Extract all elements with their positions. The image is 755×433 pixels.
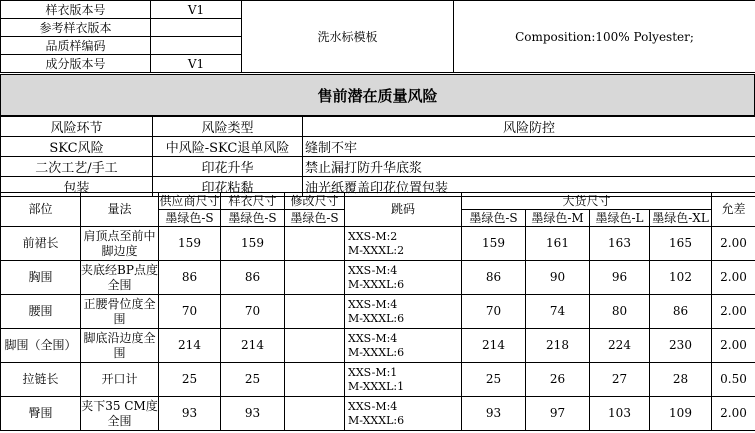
grading-cell	[345, 227, 462, 261]
header-tolerance: 允差	[712, 193, 755, 227]
risk-table	[0, 116, 755, 197]
measure-row	[1, 227, 755, 261]
grading-line-1: XXS-M:4	[348, 331, 398, 345]
bulk-size-m-cell: 90	[526, 261, 590, 295]
subheader-color-size: 墨绿色-S	[159, 210, 221, 227]
grading-cell	[345, 295, 462, 329]
subheader-color-size: 墨绿色-S	[462, 210, 526, 227]
bulk-size-xl-cell: 86	[650, 295, 712, 329]
supplier-size-cell: 25	[159, 363, 221, 397]
tolerance-cell: 2.00	[712, 295, 755, 329]
version-value: V1	[151, 1, 242, 19]
version-value	[151, 37, 242, 55]
bulk-size-m-cell: 97	[526, 397, 590, 431]
grading-line-1: XXS-M:4	[348, 263, 398, 277]
method-cell: 肩顶点至前中脚边度	[81, 227, 159, 261]
measurement-table	[0, 192, 755, 431]
supplier-size-cell: 93	[159, 397, 221, 431]
header-sample: 样衣尺寸	[221, 193, 285, 210]
version-row	[1, 1, 755, 19]
grading-line-2: M-XXXL:6	[348, 311, 405, 325]
grading-line-1: XXS-M:4	[348, 399, 398, 413]
risk-row	[1, 137, 755, 157]
grading-line-2: M-XXXL:2	[348, 243, 405, 257]
grading-cell	[345, 363, 462, 397]
measure-row	[1, 261, 755, 295]
sample-size-cell: 214	[221, 329, 285, 363]
part-cell: 前裙长	[1, 227, 81, 261]
subheader-color-size: 墨绿色-L	[590, 210, 650, 227]
version-label: 样衣版本号	[1, 1, 151, 19]
subheader-color-size: 墨绿色-S	[285, 210, 345, 227]
method-cell: 脚底沿边度全围	[81, 329, 159, 363]
part-cell: 腰围	[1, 295, 81, 329]
grading-cell	[345, 397, 462, 431]
bulk-size-s-cell: 86	[462, 261, 526, 295]
measure-header-row	[1, 193, 755, 210]
risk-stage: 二次工艺/手工	[1, 157, 153, 177]
risk-row	[1, 157, 755, 177]
tolerance-cell: 2.00	[712, 397, 755, 431]
grading-line-1: XXS-M:4	[348, 297, 398, 311]
grading-cell	[345, 261, 462, 295]
grading-line-2: M-XXXL:6	[348, 413, 405, 427]
grading-line-2: M-XXXL:6	[348, 345, 405, 359]
version-value	[151, 19, 242, 37]
supplier-size-cell: 214	[159, 329, 221, 363]
bulk-size-s-cell: 214	[462, 329, 526, 363]
risk-header: 风险环节	[1, 117, 153, 137]
supplier-size-cell: 86	[159, 261, 221, 295]
composition-cell: Composition:100% Polyester;	[454, 1, 755, 73]
grading-line-2: M-XXXL:6	[348, 277, 405, 291]
tolerance-cell: 2.00	[712, 261, 755, 295]
measure-row	[1, 363, 755, 397]
sample-size-cell: 86	[221, 261, 285, 295]
version-label: 品质样编码	[1, 37, 151, 55]
bulk-size-l-cell: 224	[590, 329, 650, 363]
quality-risk-banner: 售前潜在质量风险	[0, 74, 755, 116]
bulk-size-l-cell: 27	[590, 363, 650, 397]
bulk-size-xl-cell: 28	[650, 363, 712, 397]
supplier-size-cell: 159	[159, 227, 221, 261]
sample-size-cell: 93	[221, 397, 285, 431]
header-bulk: 大货尺寸	[462, 193, 712, 210]
sample-size-cell: 25	[221, 363, 285, 397]
risk-type: 中风险-SKC退单风险	[153, 137, 303, 157]
revise-size-cell	[285, 227, 345, 261]
header-revise: 修改尺寸	[285, 193, 345, 210]
bulk-size-xl-cell: 109	[650, 397, 712, 431]
bulk-size-xl-cell: 102	[650, 261, 712, 295]
template-cell: 洗水标模板	[242, 1, 454, 73]
measure-row	[1, 295, 755, 329]
measure-row	[1, 329, 755, 363]
version-table	[0, 0, 755, 73]
tolerance-cell: 2.00	[712, 329, 755, 363]
bulk-size-l-cell: 96	[590, 261, 650, 295]
bulk-size-s-cell: 159	[462, 227, 526, 261]
part-cell: 脚围（全围）	[1, 329, 81, 363]
part-cell: 臀围	[1, 397, 81, 431]
risk-header-row	[1, 117, 755, 137]
subheader-color-size: 墨绿色-M	[526, 210, 590, 227]
bulk-size-xl-cell: 230	[650, 329, 712, 363]
grading-cell	[345, 329, 462, 363]
risk-control: 缝制不牢	[303, 137, 755, 157]
bulk-size-xl-cell: 165	[650, 227, 712, 261]
subheader-color-size: 墨绿色-XL	[650, 210, 712, 227]
bulk-size-m-cell: 26	[526, 363, 590, 397]
revise-size-cell	[285, 295, 345, 329]
risk-type: 印花粘黏	[153, 177, 303, 197]
header-supplier: 供应商尺寸	[159, 193, 220, 208]
bulk-size-m-cell: 218	[526, 329, 590, 363]
method-cell: 夹下35 CM度全围	[81, 397, 159, 431]
version-label: 成分版本号	[1, 55, 151, 73]
supplier-size-cell: 70	[159, 295, 221, 329]
risk-header: 风险类型	[153, 117, 303, 137]
grading-line-1: XXS-M:2	[348, 229, 398, 243]
revise-size-cell	[285, 363, 345, 397]
subheader-color-size: 墨绿色-S	[221, 210, 285, 227]
bulk-size-l-cell: 103	[590, 397, 650, 431]
risk-control: 禁止漏打防升华底浆	[303, 157, 755, 177]
risk-stage: 包装	[1, 177, 153, 197]
tolerance-cell: 2.00	[712, 227, 755, 261]
sample-size-cell: 70	[221, 295, 285, 329]
bulk-size-s-cell: 70	[462, 295, 526, 329]
grading-line-2: M-XXXL:1	[348, 379, 405, 393]
part-cell: 拉链长	[1, 363, 81, 397]
risk-type: 印花升华	[153, 157, 303, 177]
measure-row	[1, 397, 755, 431]
risk-control: 油光纸覆盖印花位置包装	[303, 177, 755, 197]
bulk-size-l-cell: 163	[590, 227, 650, 261]
bulk-size-s-cell: 93	[462, 397, 526, 431]
revise-size-cell	[285, 261, 345, 295]
method-cell: 开口计	[81, 363, 159, 397]
bulk-size-m-cell: 74	[526, 295, 590, 329]
revise-size-cell	[285, 397, 345, 431]
method-cell: 夹底经BP点度全围	[81, 261, 159, 295]
bulk-size-l-cell: 80	[590, 295, 650, 329]
tolerance-cell: 0.50	[712, 363, 755, 397]
revise-size-cell	[285, 329, 345, 363]
grading-line-1: XXS-M:1	[348, 365, 398, 379]
bulk-size-m-cell: 161	[526, 227, 590, 261]
part-cell: 胸围	[1, 261, 81, 295]
method-cell: 正腰骨位度全围	[81, 295, 159, 329]
sample-size-cell: 159	[221, 227, 285, 261]
header-method: 量法	[81, 193, 159, 227]
risk-stage: SKC风险	[1, 137, 153, 157]
header-grading: 跳码	[345, 193, 462, 227]
header-part: 部位	[1, 193, 81, 227]
bulk-size-s-cell: 25	[462, 363, 526, 397]
version-value: V1	[151, 55, 242, 73]
risk-header: 风险防控	[303, 117, 755, 137]
version-label: 参考样衣版本	[1, 19, 151, 37]
